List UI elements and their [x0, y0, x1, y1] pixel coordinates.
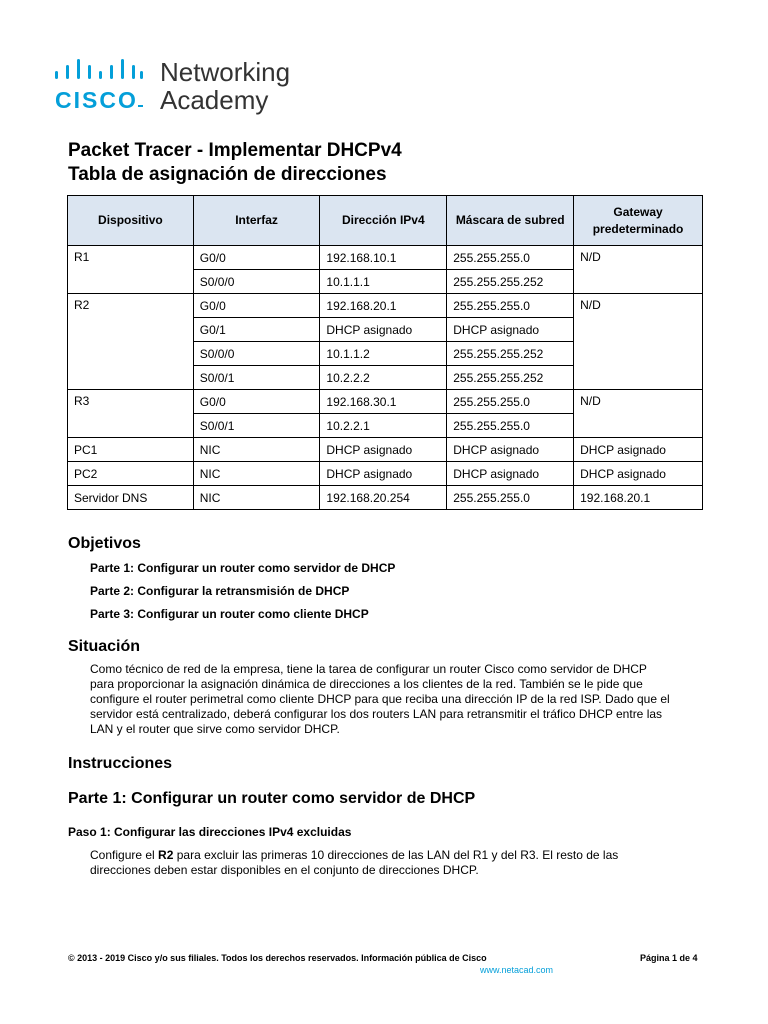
addressing-table — [67, 195, 703, 510]
cell-device: PC2 — [68, 462, 194, 486]
step1-text-post: para excluir las primeras 10 direcciones de las LAN del R1 y del R3. El resto de las — [173, 848, 619, 862]
cell-ip: DHCP asignado — [320, 318, 447, 342]
cell-interface: G0/0 — [193, 390, 320, 414]
cell-device: PC1 — [68, 438, 194, 462]
cell-interface: S0/0/1 — [193, 366, 320, 390]
cell-device: R2 — [68, 294, 194, 390]
situation-line: servidor está centralizado, deberá configurar los dos routers LAN para retransmitir el tráfico DHCP entre las — [90, 707, 663, 721]
logo-underline-mark — [138, 105, 143, 107]
cisco-wordmark: CISCO — [55, 87, 138, 113]
cell-ip: 10.1.1.1 — [320, 270, 447, 294]
cell-device: Servidor DNS — [68, 486, 194, 510]
situation-heading: Situación — [68, 638, 141, 655]
document-title: Packet Tracer - Implementar DHCPv4 — [68, 140, 402, 161]
table-row — [68, 438, 703, 462]
situation-line: Como técnico de red de la empresa, tiene la tarea de configurar un router Cisco como servidor de DHCP — [90, 662, 647, 676]
step1-heading: Paso 1: Configurar las direcciones IPv4 excluidas — [68, 825, 352, 839]
cell-gateway: N/D — [574, 390, 703, 438]
header-mask: Máscara de subred — [447, 196, 574, 246]
cisco-bars-icon — [54, 59, 144, 85]
cell-ip: 192.168.10.1 — [320, 246, 447, 270]
cell-gateway: N/D — [574, 294, 703, 390]
situation-line: configure el router perimetral como cliente DHCP para que reciba una dirección IP de la red ISP. Dado que el — [90, 692, 670, 706]
table-row — [68, 390, 703, 414]
situation-line: para proporcionar la asignación dinámica de direcciones a los clientes de la red. También se le pide que — [90, 677, 643, 691]
header-interface: Interfaz — [193, 196, 320, 246]
cell-ip: 192.168.20.254 — [320, 486, 447, 510]
cell-device: R3 — [68, 390, 194, 438]
situation-paragraph — [90, 662, 710, 737]
cell-gateway: 192.168.20.1 — [574, 486, 703, 510]
cell-ip: 192.168.20.1 — [320, 294, 447, 318]
table-title: Tabla de asignación de direcciones — [68, 164, 387, 185]
cell-ip: DHCP asignado — [320, 462, 447, 486]
cell-interface: S0/0/1 — [193, 414, 320, 438]
instructions-heading: Instrucciones — [68, 755, 173, 772]
step1-paragraph — [90, 848, 710, 878]
step1-line — [90, 848, 710, 863]
cell-ip: 192.168.30.1 — [320, 390, 447, 414]
cell-ip: DHCP asignado — [320, 438, 447, 462]
logo-line-academy: Academy — [160, 85, 269, 115]
cell-mask: 255.255.255.0 — [447, 390, 574, 414]
footer-copyright: © 2013 - 2019 Cisco y/o sus filiales. Todos los derechos reservados. Información pública de Cisco — [68, 953, 487, 963]
cell-mask: DHCP asignado — [447, 462, 574, 486]
logo-line-networking: Networking — [160, 57, 291, 87]
step1-line: direcciones deben estar disponibles en el conjunto de direcciones DHCP. — [90, 863, 479, 877]
cell-interface: NIC — [193, 486, 320, 510]
step1-router-name: R2 — [158, 848, 174, 862]
table-header-row — [68, 196, 703, 246]
cell-mask: 255.255.255.0 — [447, 246, 574, 270]
objective-item: Parte 3: Configurar un router como cliente DHCP — [90, 607, 369, 621]
cell-interface: S0/0/0 — [193, 342, 320, 366]
cell-mask: 255.255.255.0 — [447, 294, 574, 318]
part1-heading: Parte 1: Configurar un router como servidor de DHCP — [68, 790, 476, 807]
cell-ip: 10.2.2.2 — [320, 366, 447, 390]
header-ipv4: Dirección IPv4 — [320, 196, 447, 246]
header-gateway: Gateway predeterminado — [574, 196, 703, 246]
objective-item: Parte 2: Configurar la retransmisión de DHCP — [90, 584, 350, 598]
cell-mask: 255.255.255.0 — [447, 486, 574, 510]
cell-mask: DHCP asignado — [447, 438, 574, 462]
objective-item: Parte 1: Configurar un router como servidor de DHCP — [90, 561, 396, 575]
table-row — [68, 486, 703, 510]
cell-ip: 10.2.2.1 — [320, 414, 447, 438]
cisco-networking-academy-logo — [54, 59, 314, 119]
cell-device: R1 — [68, 246, 194, 294]
cell-interface: G0/0 — [193, 246, 320, 270]
cell-interface: S0/0/0 — [193, 270, 320, 294]
cell-mask: DHCP asignado — [447, 318, 574, 342]
cell-ip: 10.1.1.2 — [320, 342, 447, 366]
table-row — [68, 462, 703, 486]
footer-page-number: Página 1 de 4 — [640, 953, 698, 963]
table-row — [68, 294, 703, 318]
cell-interface: G0/0 — [193, 294, 320, 318]
table-row — [68, 246, 703, 270]
cell-gateway: N/D — [574, 246, 703, 294]
cell-gateway: DHCP asignado — [574, 438, 703, 462]
step1-text-pre: Configure el — [90, 848, 159, 862]
cell-interface: NIC — [193, 462, 320, 486]
header-device: Dispositivo — [68, 196, 194, 246]
cell-mask: 255.255.255.252 — [447, 342, 574, 366]
footer-netacad-link[interactable]: www.netacad.com — [480, 965, 554, 975]
cell-gateway: DHCP asignado — [574, 462, 703, 486]
objectives-heading: Objetivos — [68, 535, 141, 552]
cell-interface: G0/1 — [193, 318, 320, 342]
cell-interface: NIC — [193, 438, 320, 462]
situation-line: LAN y el router que sirve como servidor DHCP. — [90, 722, 340, 736]
cell-mask: 255.255.255.0 — [447, 414, 574, 438]
cell-mask: 255.255.255.252 — [447, 270, 574, 294]
cell-mask: 255.255.255.252 — [447, 366, 574, 390]
